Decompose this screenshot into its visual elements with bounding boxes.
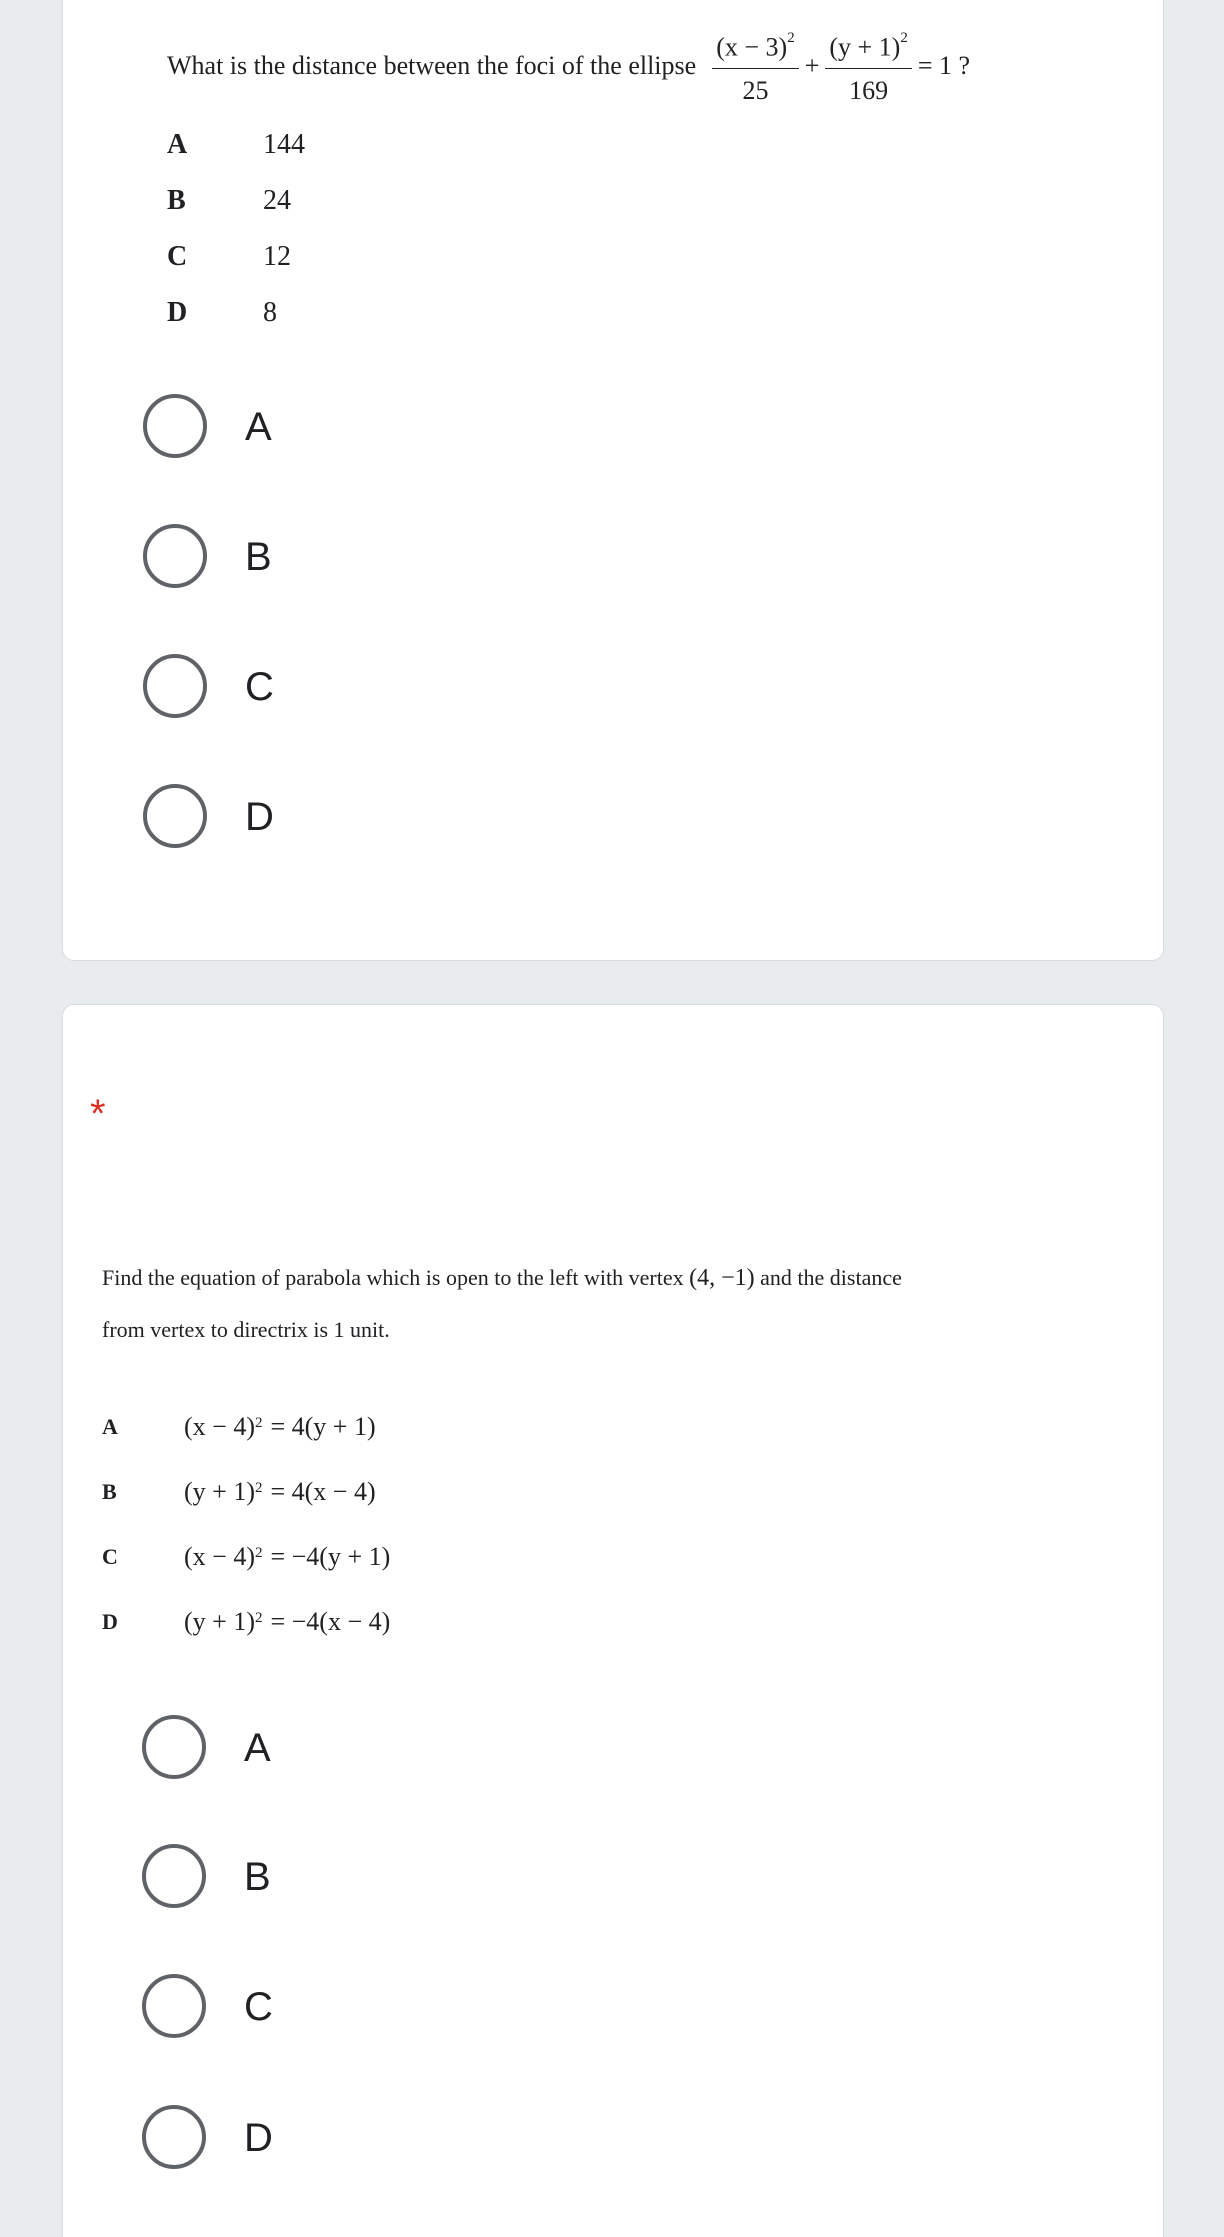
q2-option-d — [102, 1607, 390, 1637]
required-asterisk: * — [90, 1092, 106, 1136]
q1-option-d-value: 8 — [263, 297, 277, 328]
q2-option-b-rhs: = 4(x − 4) — [270, 1477, 376, 1506]
q2-radio-a[interactable] — [142, 1715, 206, 1779]
q1-option-c-letter: C — [167, 241, 188, 272]
q2-option-b-lhs: (y + 1) — [184, 1477, 255, 1506]
q1-radio-c[interactable] — [143, 654, 207, 718]
q1-radio-b[interactable] — [143, 524, 207, 588]
plus-sign: + — [804, 51, 820, 81]
fraction-2-numerator: (y + 1) — [829, 32, 901, 62]
equals-one: = 1 ? — [917, 51, 971, 81]
q1-option-d-letter: D — [167, 297, 188, 328]
q2-option-d-exponent: 2 — [254, 1609, 263, 1626]
q1-option-d — [167, 297, 277, 329]
fraction-1-denominator: 25 — [742, 75, 769, 105]
q1-option-c — [167, 241, 291, 273]
question-1-text — [167, 27, 972, 106]
vertex-value: (4, −1) — [689, 1265, 755, 1291]
q2-option-a-rhs: = 4(y + 1) — [270, 1412, 376, 1441]
q1-option-a — [167, 129, 305, 161]
q2-option-b-letter: B — [102, 1479, 117, 1504]
fraction-1-exponent: 2 — [787, 30, 795, 46]
q2-option-c — [102, 1542, 390, 1572]
q1-option-a-letter: A — [167, 129, 188, 160]
question-card-1 — [62, 0, 1164, 961]
q2-radio-d[interactable] — [142, 2105, 206, 2169]
q2-radio-c-label[interactable]: C — [244, 1985, 273, 2029]
q1-radio-a[interactable] — [143, 394, 207, 458]
q2-option-b — [102, 1477, 376, 1507]
question-1-prefix: What is the distance between the foci of the ellipse — [167, 51, 697, 81]
q2-option-c-exponent: 2 — [254, 1544, 263, 1561]
q1-radio-b-label[interactable]: B — [245, 535, 272, 579]
question-2-line-1 — [102, 1263, 902, 1293]
q2-option-b-exponent: 2 — [254, 1479, 263, 1496]
fraction-1 — [712, 27, 798, 106]
question-2-line-1-pre: Find the equation of parabola which is open to the left with vertex — [102, 1265, 684, 1290]
q2-option-a-exponent: 2 — [254, 1414, 263, 1431]
q1-option-b-letter: B — [167, 185, 186, 216]
q1-radio-a-label[interactable]: A — [245, 405, 272, 449]
fraction-2 — [825, 27, 911, 106]
q2-option-a — [102, 1412, 376, 1442]
fraction-2-exponent: 2 — [900, 30, 908, 46]
question-2-line-1-post: and the distance — [760, 1265, 902, 1290]
question-2-line-2: from vertex to directrix is 1 unit. — [102, 1317, 390, 1342]
q1-option-b-value: 24 — [263, 185, 291, 216]
q2-option-d-lhs: (y + 1) — [184, 1607, 255, 1636]
q1-radio-c-label[interactable]: C — [245, 665, 274, 709]
q2-radio-c[interactable] — [142, 1974, 206, 2038]
q2-radio-b[interactable] — [142, 1844, 206, 1908]
q2-option-c-rhs: = −4(y + 1) — [270, 1542, 391, 1571]
fraction-1-numerator: (x − 3) — [716, 32, 788, 62]
q1-option-b — [167, 185, 291, 217]
q1-option-c-value: 12 — [263, 241, 291, 272]
q2-option-a-letter: A — [102, 1414, 118, 1439]
q2-radio-b-label[interactable]: B — [244, 1855, 271, 1899]
q2-option-d-letter: D — [102, 1609, 118, 1634]
fraction-2-denominator: 169 — [849, 75, 889, 105]
q1-radio-d[interactable] — [143, 784, 207, 848]
q2-option-a-lhs: (x − 4) — [184, 1412, 255, 1441]
q2-radio-d-label[interactable]: D — [244, 2116, 273, 2160]
q2-option-c-lhs: (x − 4) — [184, 1542, 255, 1571]
q1-option-a-value: 144 — [263, 129, 305, 160]
q2-option-d-rhs: = −4(x − 4) — [270, 1607, 391, 1636]
q2-option-c-letter: C — [102, 1544, 118, 1569]
q2-radio-a-label[interactable]: A — [244, 1726, 271, 1770]
q1-radio-d-label[interactable]: D — [245, 795, 274, 839]
